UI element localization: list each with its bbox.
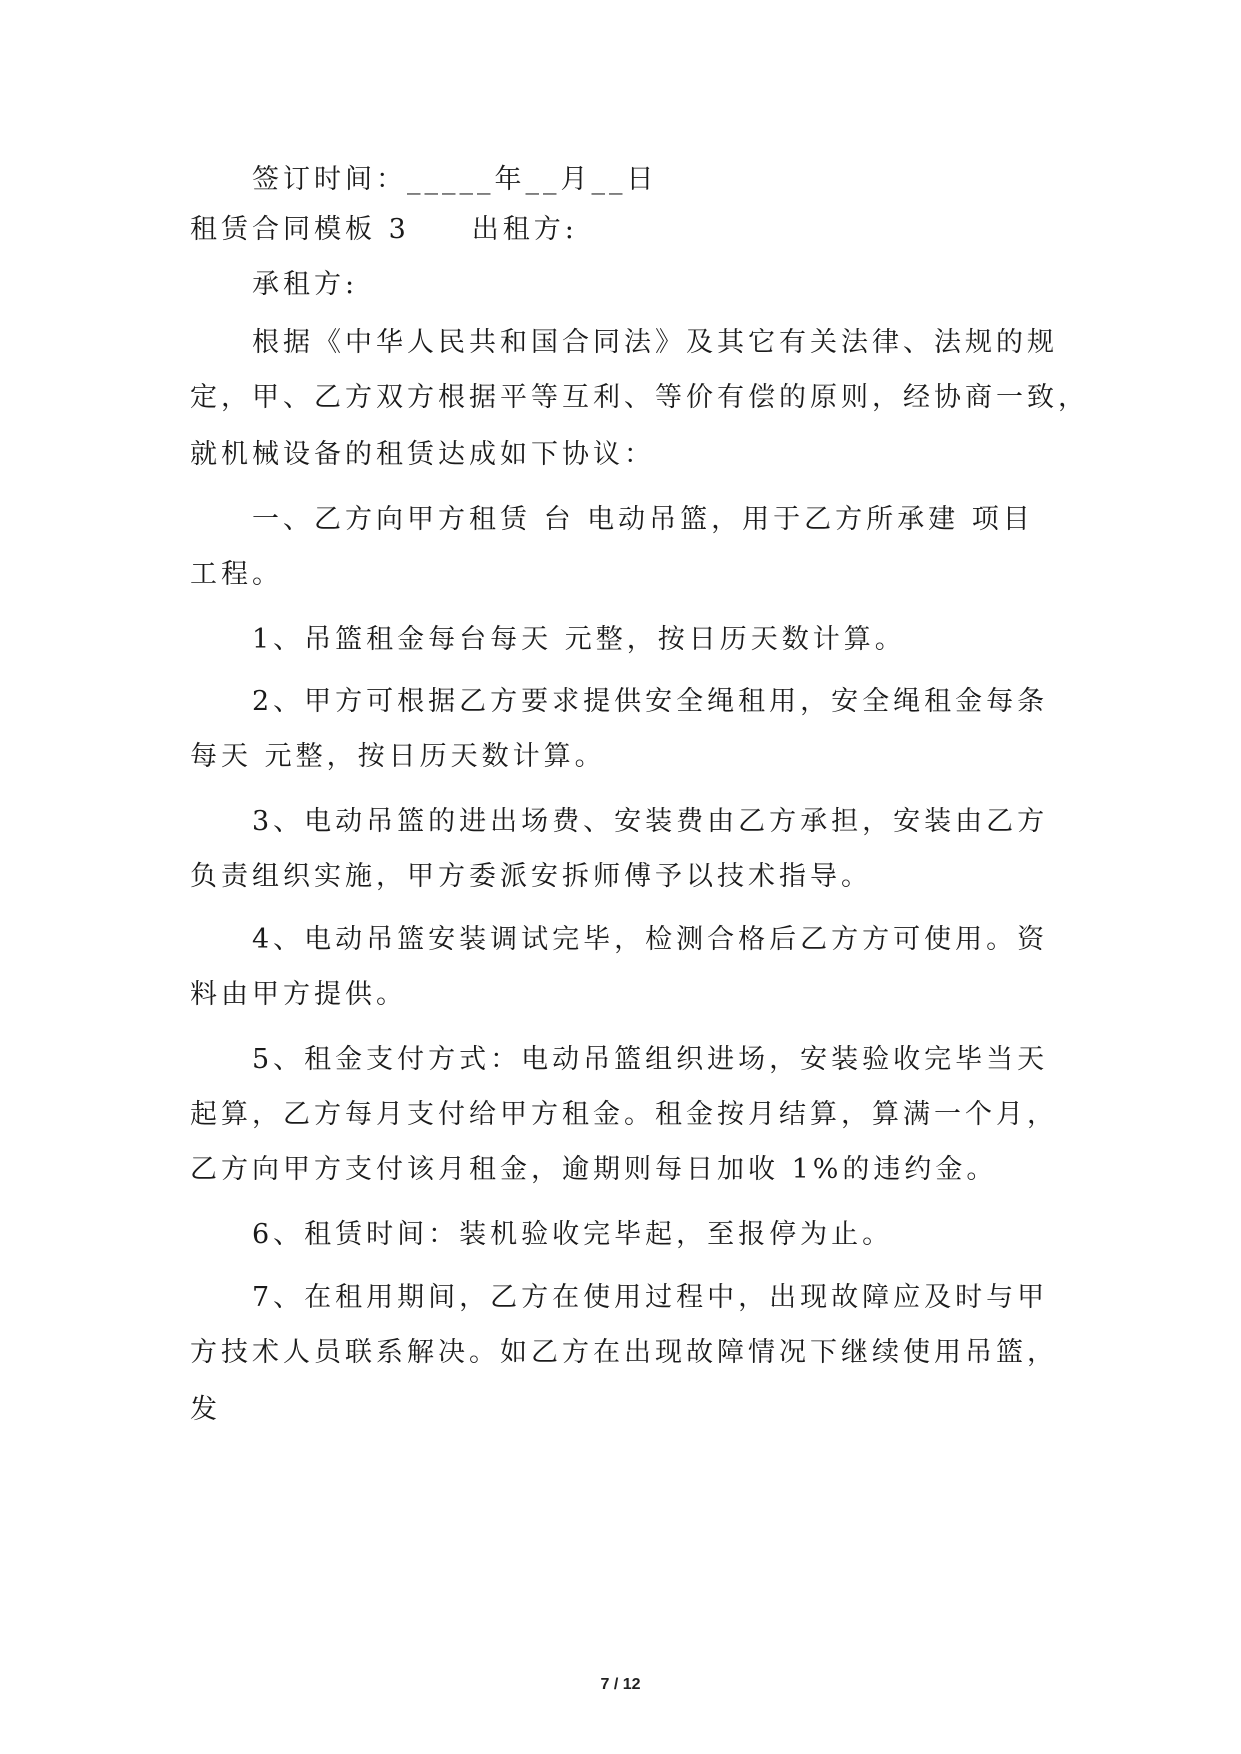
clause-line: 起算，乙方每月支付给甲方租金。租金按月结算，算满一个月， xyxy=(190,1099,1058,1130)
clause-line: 5、租金支付方式：电动吊篮组织进场，安装验收完毕当天 xyxy=(252,1044,1049,1075)
lessee-line: 承租方: xyxy=(252,269,359,300)
clause-line: 发 xyxy=(190,1394,221,1425)
paragraph-line: 定，甲、乙方双方根据平等互利、等价有偿的原则，经协商一致， xyxy=(190,382,1089,413)
clause-line: 每天 元整，按日历天数计算。 xyxy=(190,741,606,772)
paragraph-line: 一、乙方向甲方租赁 台 电动吊篮，用于乙方所承建 项目 xyxy=(252,504,1034,535)
clause-line: 6、租赁时间：装机验收完毕起，至报停为止。 xyxy=(252,1219,894,1250)
clause-line: 料由甲方提供。 xyxy=(190,979,407,1010)
clause-line: 乙方向甲方支付该月租金，逾期则每日加收 1%的违约金。 xyxy=(190,1154,998,1185)
clause-line: 4、电动吊篮安装调试完毕，检测合格后乙方方可使用。资 xyxy=(252,924,1049,955)
signing-date-line: 签订时间：_____年__月__日 xyxy=(252,164,658,195)
clause-line: 3、电动吊篮的进出场费、安装费由乙方承担，安装由乙方 xyxy=(252,806,1049,837)
template-title-line: 租赁合同模板 3 出租方: xyxy=(190,214,578,245)
clause-line: 1、吊篮租金每台每天 元整，按日历天数计算。 xyxy=(252,624,906,655)
paragraph-line: 根据《中华人民共和国合同法》及其它有关法律、法规的规 xyxy=(252,327,1058,358)
clause-line: 7、在租用期间，乙方在使用过程中，出现故障应及时与甲 xyxy=(252,1282,1049,1313)
page-number: 7 / 12 xyxy=(600,1676,641,1693)
paragraph-line: 就机械设备的租赁达成如下协议： xyxy=(190,439,655,470)
clause-line: 2、甲方可根据乙方要求提供安全绳租用，安全绳租金每条 xyxy=(252,686,1049,717)
clause-line: 方技术人员联系解决。如乙方在出现故障情况下继续使用吊篮， xyxy=(190,1337,1058,1368)
paragraph-line: 工程。 xyxy=(190,559,283,590)
clause-line: 负责组织实施，甲方委派安拆师傅予以技术指导。 xyxy=(190,861,872,892)
